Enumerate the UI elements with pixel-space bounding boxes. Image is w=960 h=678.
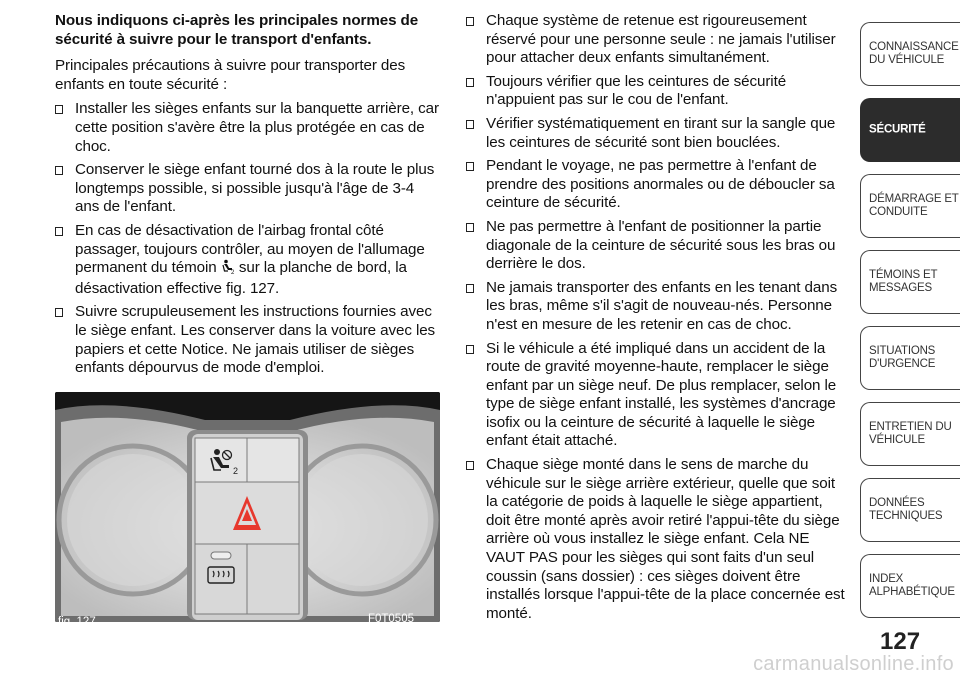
right-column	[466, 12, 848, 628]
bullet-box-icon	[466, 120, 474, 129]
tab-temoins-et-messages[interactable]: TÉMOINS ET MESSAGES	[860, 250, 960, 314]
dashboard-figure	[55, 392, 440, 622]
right-bullet-list	[466, 12, 848, 623]
tab-connaissance-du-vehicule[interactable]: CONNAISSANCE DU VÉHICULE	[860, 22, 960, 86]
list-item: Pendant le voyage, ne pas permettre à l'enfant de prendre des positions anormales ou de déboucler sa ceinture de sécurité.	[466, 157, 848, 213]
tab-demarrage-et-conduite[interactable]: DÉMARRAGE ET CONDUITE	[860, 174, 960, 238]
tab-donnees-techniques[interactable]: DONNÉES TECHNIQUES	[860, 478, 960, 542]
tab-entretien-du-vehicule[interactable]: ENTRETIEN DU VÉHICULE	[860, 402, 960, 466]
bullet-box-icon	[466, 162, 474, 171]
bullet-box-icon	[55, 105, 63, 114]
bullet-box-icon	[55, 227, 63, 236]
watermark: carmanualsonline.info	[753, 653, 954, 675]
section-tabs	[860, 22, 960, 630]
list-item: Ne pas permettre à l'enfant de positionner la partie diagonale de la ceinture de sécurité sous les bras ou derrière le dos.	[466, 218, 848, 274]
list-item: Ne jamais transporter des enfants en les tenant dans les bras, même s'il s'agit de nouveau-nés. Personne n'est en mesure de les retenir en cas de choc.	[466, 279, 848, 335]
list-item: Vérifier systématiquement en tirant sur la sangle que les ceintures de sécurité sont bien bouclées.	[466, 115, 848, 152]
left-bullet-list	[55, 100, 440, 377]
bullet-box-icon	[466, 284, 474, 293]
airbag-off-icon	[221, 259, 235, 280]
bullet-box-icon	[466, 17, 474, 26]
list-item: Conserver le siège enfant tourné dos à la route le plus longtemps possible, si possible jusqu'à l'âge de 3-4 ans de l'enfant.	[55, 161, 440, 217]
tab-situations-d-urgence[interactable]: SITUATIONS D'URGENCE	[860, 326, 960, 390]
figure-label: fig. 127	[58, 616, 96, 628]
list-item: Si le véhicule a été impliqué dans un accident de la route de gravité moyenne-haute, remplacer le siège enfant par un siège neuf. De plus remplacer, selon le type de siège enfant installé, les systèmes d'ancrage isofix ou la ceinture de sécurité à laquelle le siège enfant était attaché.	[466, 340, 848, 452]
list-item: Chaque siège monté dans le sens de marche du véhicule sur le siège arrière extérieur, quelle que soit la catégorie de poids à laquelle le siège appartient, doit être monté après avoir retiré l'appui-tête du siège arrière où vous installez le siège enfant. Cela NE VAUT PAS pour les sièges qui sont faits d'un seul coussin (sans dossier) : ces sièges doivent être installés lorsque l'appui-tête de la place concernée est monté.	[466, 456, 848, 623]
bullet-box-icon	[466, 78, 474, 87]
svg-text:2: 2	[233, 466, 239, 476]
tab-securite[interactable]: SÉCURITÉ	[860, 98, 960, 162]
list-item: Chaque système de retenue est rigoureusement réservé pour une personne seule : ne jamais l'utiliser pour attacher deux enfants simultanément.	[466, 12, 848, 68]
bullet-box-icon	[466, 223, 474, 232]
figure-code: F0T0505	[367, 613, 414, 625]
page-number: 127	[880, 628, 921, 655]
svg-text:2: 2	[230, 270, 234, 275]
list-item: En cas de désactivation de l'airbag frontal côté passager, toujours contrôler, au moyen de l'allumage permanent du témoin 2 sur la planche de bord, la désactivation effective fig. 127.	[55, 222, 440, 298]
intro-text: Principales précautions à suivre pour transporter des enfants en toute sécurité :	[55, 57, 406, 93]
tab-index-alphabetique[interactable]: INDEX ALPHABÉTIQUE	[860, 554, 960, 618]
list-item: Suivre scrupuleusement les instructions fournies avec le siège enfant. Les conserver dans la voiture avec les papiers et cette Notice. Ne jamais utiliser de sièges enfants dépourvus de mode d'emploi.	[55, 303, 440, 377]
list-item: Installer les sièges enfants sur la banquette arrière, car cette position s'avère être la plus protégée en cas de choc.	[55, 100, 440, 156]
bullet-box-icon	[55, 166, 63, 175]
intro-bold-text: Nous indiquons ci-après les principales normes de sécurité à suivre pour le transport d'enfants.	[55, 12, 419, 48]
bullet-box-icon	[55, 308, 63, 317]
bullet-box-icon	[466, 461, 474, 470]
dashboard-illustration	[55, 392, 440, 622]
list-item: Toujours vérifier que les ceintures de sécurité n'appuient pas sur le cou de l'enfant.	[466, 73, 848, 110]
left-column	[55, 12, 440, 383]
bullet-box-icon	[466, 345, 474, 354]
